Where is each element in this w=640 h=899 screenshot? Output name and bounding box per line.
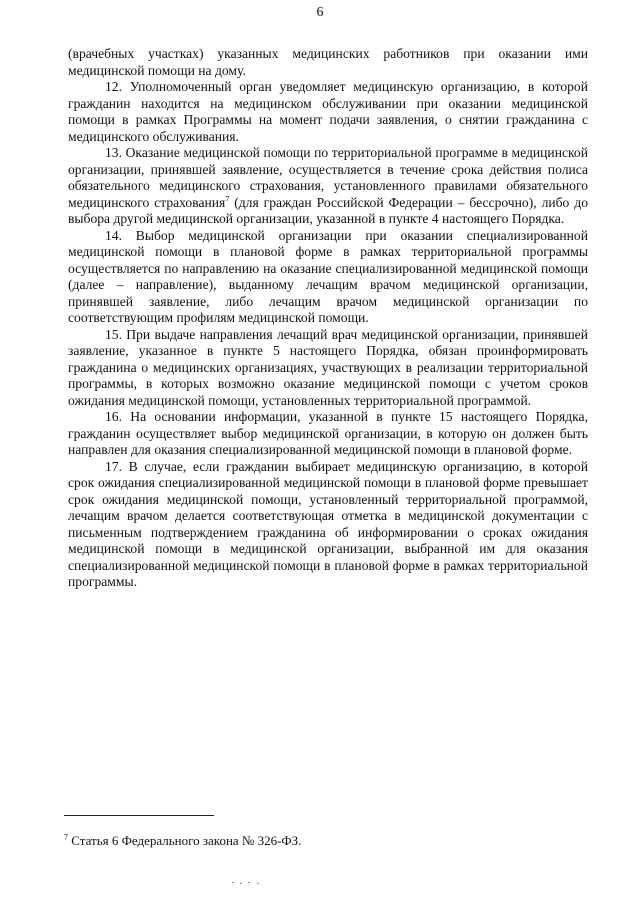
paragraph-13: [68, 145, 588, 228]
page-number: 6: [316, 5, 324, 20]
paragraph-13-text-after: (для граждан Российской Федерации – бессрочно), либо до выбора другой медицинской организации, указанной в пункте 4 настоящего Порядка.: [68, 194, 588, 226]
footnote-marker: 7: [64, 832, 68, 842]
document-body: [68, 46, 588, 591]
footnote-reference[interactable]: 7: [225, 193, 230, 203]
paragraph-17: 17. В случае, если гражданин выбирает медицинскую организацию, в которой срок ожидания специализированной медицинской помощи в плановой форме превышает срок ожидания медицинской помощи, установленный территориальной программой, лечащим врачом делается соответствующая отметка в медицинской документации с письменным подтверждением гражданина об информировании о сроках ожидания медицинской помощи в медицинской организации, выбранной им для оказания специализированной медицинской помощи в плановой форме в рамках территориальной программы.: [68, 458, 588, 589]
paragraph-15: 15. При выдаче направления лечащий врач медицинской организации, принявшей заявление, указанное в пункте 5 настоящего Порядка, обязан проинформировать гражданина о медицинских организациях, участвующих в реализации территориальной программы, в которых возможно оказание медицинской помощи с учетом сроков ожидания медицинской помощи, установленных территориальной программой.: [68, 326, 588, 408]
paragraph-14: 14. Выбор медицинской организации при оказании специализированной медицинской помощи в плановой форме в рамках территориальной программы осуществляется по направлению на оказание специализированной медицинской помощи (далее – направление), выданному лечащим врачом медицинской организации, принявшей заявление, либо лечащим врачом медицинской организации по соответствующим профилям медицинской помощи.: [68, 227, 588, 325]
footnote: [64, 833, 564, 849]
paragraph-16: 16. На основании информации, указанной в пункте 15 настоящего Порядка, гражданин осуществляет выбор медицинской организации, в которую он должен быть направлен для оказания специализированной медицинской помощи в плановой форме.: [68, 409, 588, 457]
scan-artifact: [230, 880, 270, 886]
paragraph-12: 12. Уполномоченный орган уведомляет медицинскую организацию, в которой гражданин находится на медицинском обслуживании при оказании медицинской помощи в рамках Программы на момент подачи заявления, о снятии гражданина с медицинского обслуживания.: [68, 79, 588, 144]
paragraph-continuation: (врачебных участках) указанных медицинских работников при оказании ими медицинской помощи на дому.: [68, 46, 588, 78]
paragraph-13-text-before: 13. Оказание медицинской помощи по территориальной программе в медицинской организации, принявшей заявление, осуществляется в течение срока действия полиса обязательного медицинского страхования, установленного правилами обязательного медицинского страхования: [68, 145, 588, 210]
footnote-text: Статья 6 Федерального закона № 326-ФЗ.: [68, 833, 302, 848]
footnote-separator: [64, 815, 214, 816]
